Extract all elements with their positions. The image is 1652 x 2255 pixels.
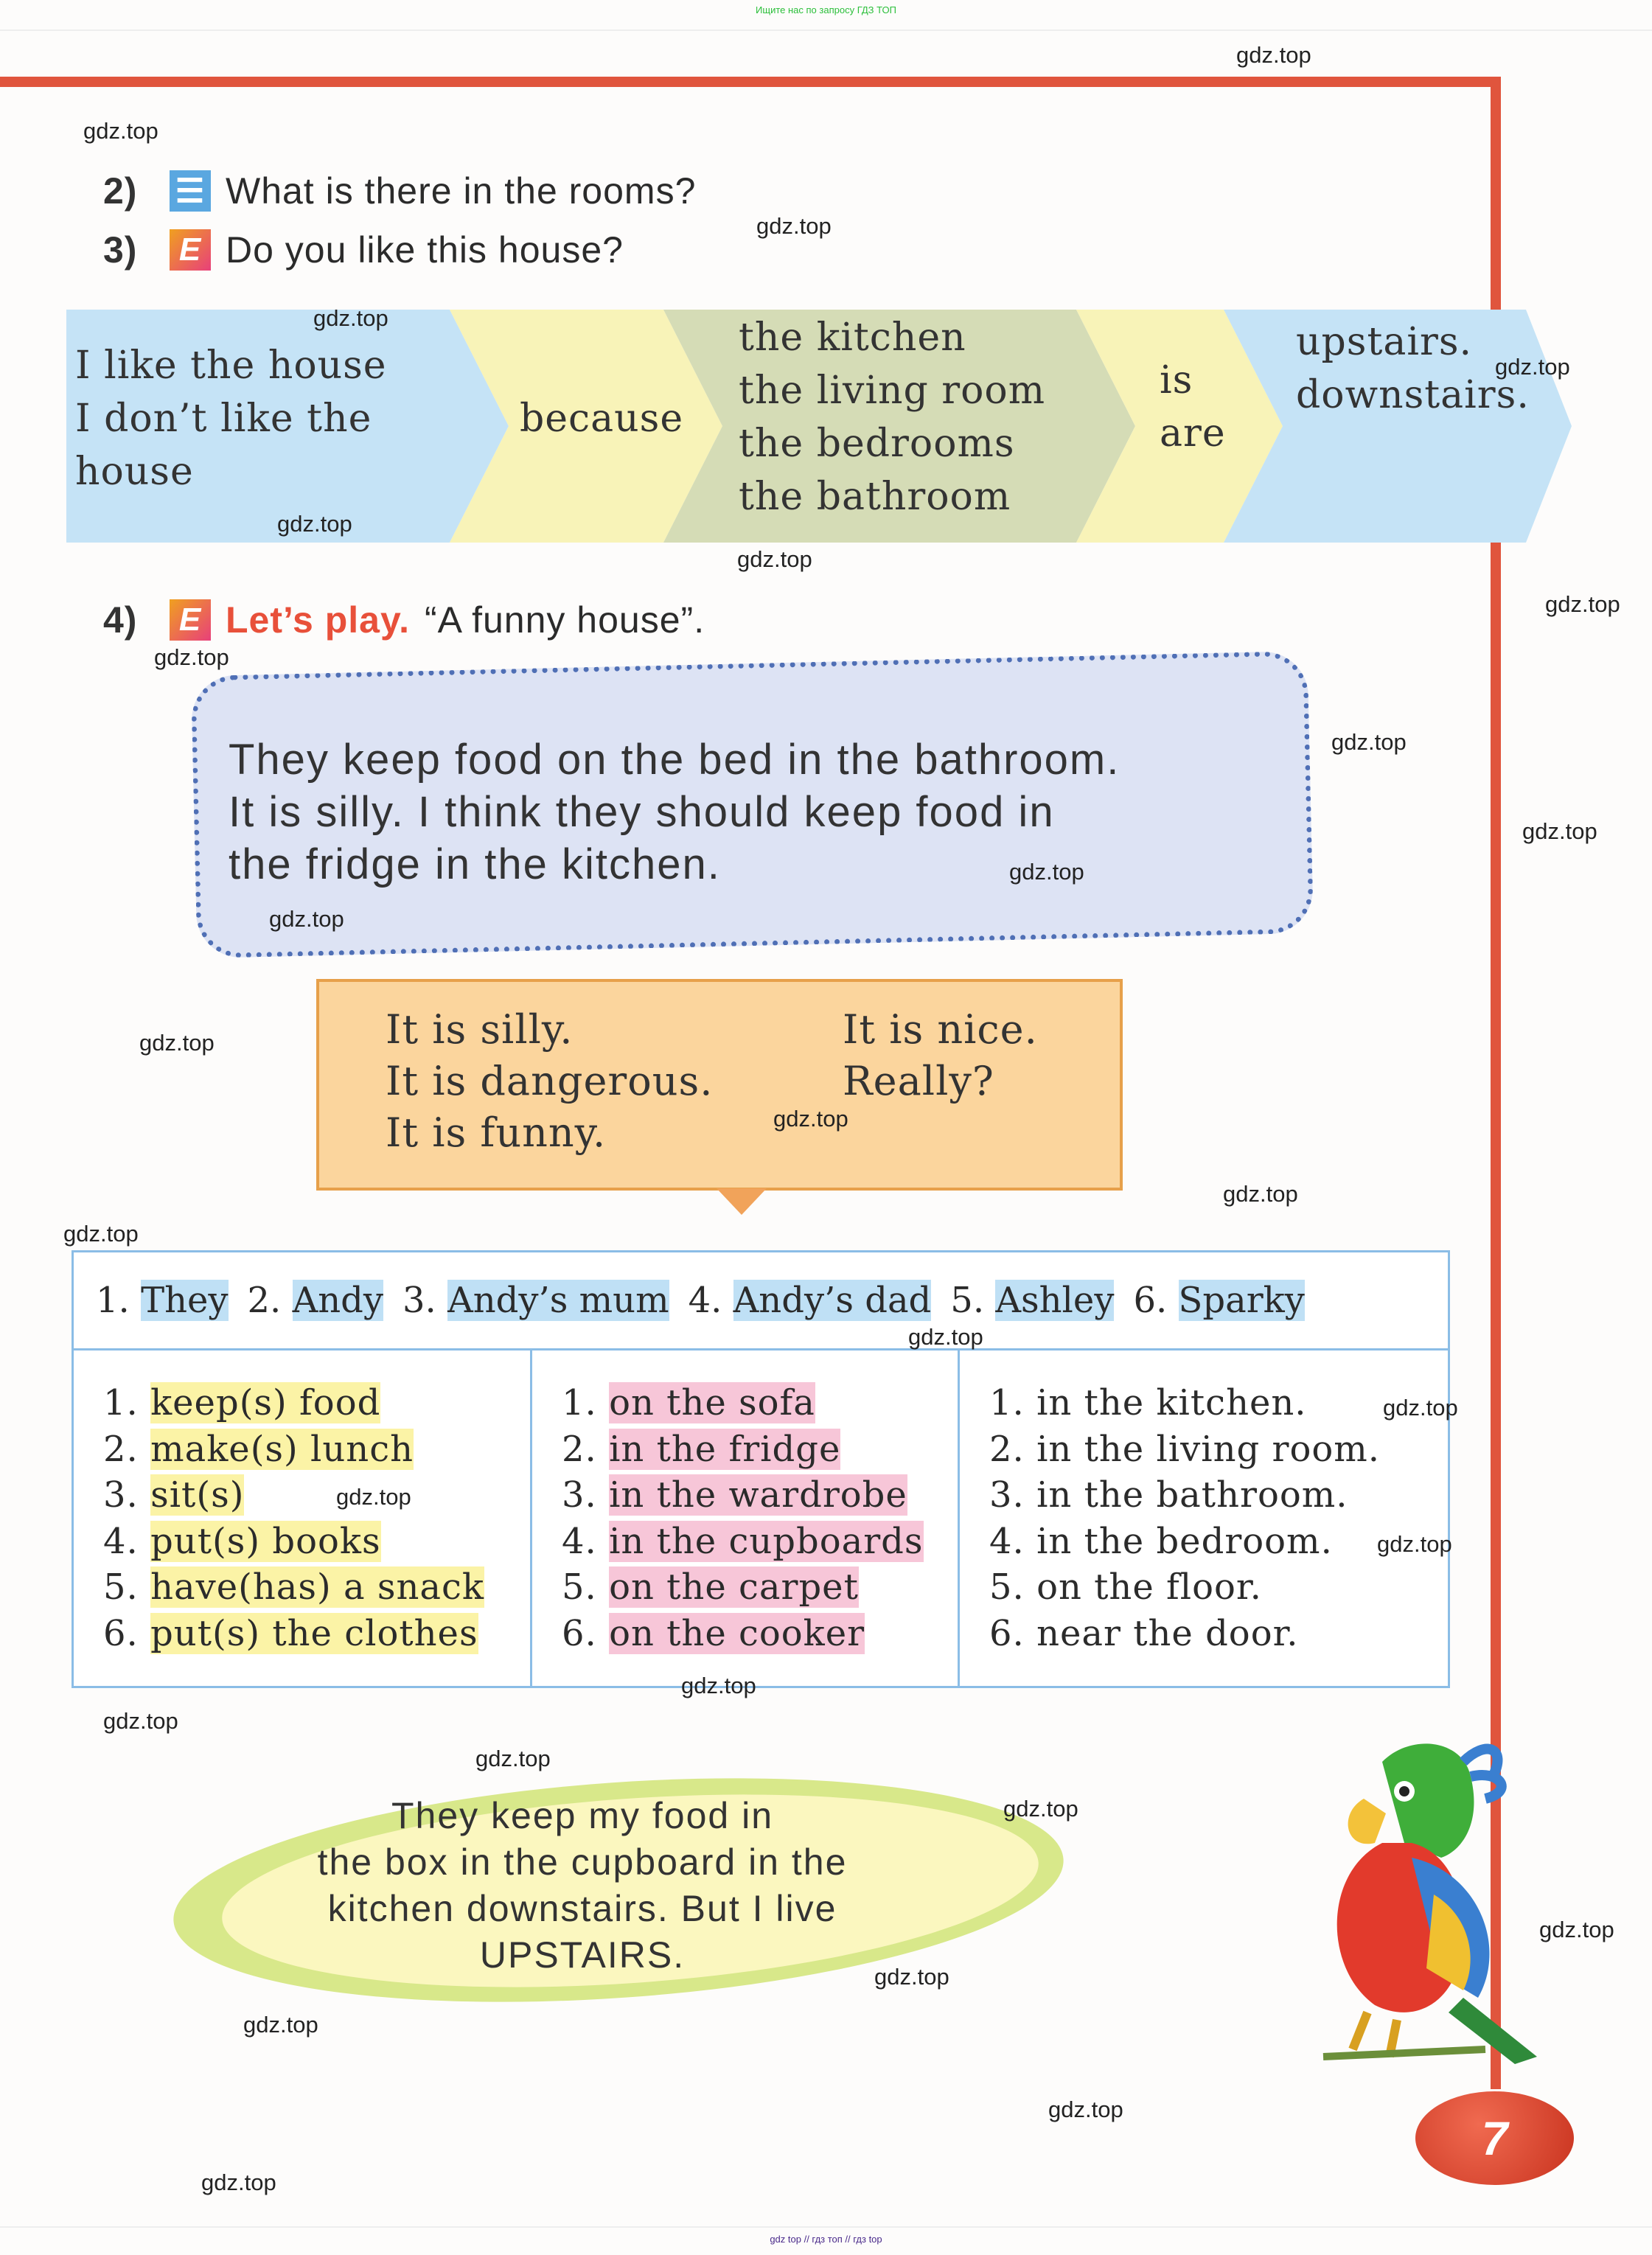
item-number: 5.: [950, 1280, 996, 1321]
subject-item: [1133, 1280, 1304, 1321]
e-icon: E: [170, 599, 211, 641]
room: in the kitchen.: [1036, 1382, 1307, 1423]
substitution-table: [66, 310, 1570, 543]
watermark: gdz.top: [756, 213, 832, 239]
top-banner: Ищите нас по запросу ГДЗ ТОП: [756, 4, 896, 15]
list-icon: ☰: [170, 170, 211, 212]
item-number: 1.: [562, 1382, 610, 1423]
place-item: [562, 1472, 958, 1519]
action-item: [103, 1380, 530, 1426]
watermark: gdz.top: [681, 1673, 756, 1698]
place: on the carpet: [609, 1566, 859, 1608]
subject: They: [141, 1280, 229, 1321]
watermark: gdz.top: [1009, 859, 1084, 885]
watermark: gdz.top: [1539, 1917, 1614, 1942]
place-item: [562, 1611, 958, 1657]
watermark: gdz.top: [908, 1324, 983, 1350]
item-number: 3.: [402, 1280, 448, 1321]
place-item: [562, 1519, 958, 1565]
watermark: gdz.top: [1236, 42, 1311, 68]
item-number: 3.: [103, 1474, 151, 1516]
room-item: [989, 1564, 1448, 1611]
item-number: 3.: [562, 1474, 610, 1516]
room: in the bedroom.: [1036, 1520, 1333, 1562]
item-number: 1.: [103, 1382, 151, 1423]
room: near the door.: [1036, 1612, 1299, 1654]
watermark: gdz.top: [874, 1964, 949, 1990]
item-number: 6.: [103, 1612, 151, 1654]
watermark: gdz.top: [1331, 729, 1407, 755]
subjects-row: [74, 1252, 1448, 1350]
bubble-line: the fridge in the kitchen.: [229, 840, 721, 888]
place: in the cupboards: [609, 1520, 924, 1562]
phrase: I don’t like the: [75, 397, 372, 441]
room-item: [989, 1472, 1448, 1519]
speech-line: They keep my food in: [391, 1795, 774, 1836]
subject-item: [950, 1280, 1114, 1321]
speech-bubble-text: [229, 733, 1305, 891]
watermark: gdz.top: [63, 1221, 139, 1247]
phrase: I like the house: [75, 344, 387, 388]
task-title: “A funny house”.: [424, 599, 705, 641]
reactions-box: [316, 979, 1123, 1191]
question-3: [103, 229, 624, 271]
parrot-speech: [251, 1793, 914, 1979]
page-number: 7: [1415, 2091, 1574, 2185]
rooms-column: [958, 1350, 1448, 1688]
action-item: [103, 1564, 530, 1611]
room: in the living room.: [1036, 1428, 1381, 1470]
watermark: gdz.top: [475, 1746, 551, 1771]
match-table: [72, 1250, 1450, 1688]
reaction: Really?: [843, 1058, 994, 1104]
item-number: 2.: [562, 1428, 610, 1470]
page-border-top: [0, 77, 1501, 87]
subject: Sparky: [1178, 1280, 1305, 1321]
speech-line: UPSTAIRS.: [479, 1934, 686, 1976]
task-label: Let’s play.: [226, 599, 410, 641]
phrase: house: [75, 450, 194, 494]
actions-column: [74, 1350, 530, 1688]
divider: [0, 29, 1652, 31]
e-icon: E: [170, 229, 211, 271]
place: on the sofa: [609, 1382, 815, 1423]
place: on the cooker: [609, 1612, 865, 1654]
item-number: 1.: [96, 1280, 142, 1321]
watermark: gdz.top: [1383, 1395, 1458, 1421]
speech-line: the box in the cupboard in the: [317, 1841, 848, 1883]
item-number: 2.: [989, 1428, 1037, 1470]
watermark: gdz.top: [277, 511, 352, 537]
item-number: 6.: [1133, 1280, 1179, 1321]
item-number: 5.: [103, 1566, 151, 1608]
reaction: It is silly.: [386, 1006, 574, 1053]
item-number: 4.: [103, 1520, 151, 1562]
watermark: gdz.top: [1545, 591, 1620, 617]
bubble-line: They keep food on the bed in the bathroom.: [229, 736, 1120, 784]
item-number: 4.: [688, 1280, 733, 1321]
phrase: downstairs.: [1296, 373, 1530, 417]
watermark: gdz.top: [269, 906, 344, 932]
question-text: Do you like this house?: [226, 229, 624, 271]
item-number: 6.: [562, 1612, 610, 1654]
item-number: 2.: [247, 1280, 293, 1321]
subject-item: [96, 1280, 229, 1321]
action: put(s) the clothes: [150, 1612, 478, 1654]
phrase: is: [1160, 358, 1193, 402]
question-number: 3): [103, 229, 138, 271]
divider: [0, 2226, 1652, 2228]
room: in the bathroom.: [1036, 1474, 1348, 1516]
action-item: [103, 1426, 530, 1473]
action: make(s) lunch: [150, 1428, 414, 1470]
action: keep(s) food: [150, 1382, 381, 1423]
reaction: It is nice.: [843, 1006, 1038, 1053]
subject-item: [689, 1280, 932, 1321]
place-item: [562, 1426, 958, 1473]
place: in the fridge: [609, 1428, 841, 1470]
task-4: [103, 599, 705, 641]
watermark: gdz.top: [139, 1030, 215, 1056]
places-column: [530, 1350, 958, 1688]
action-item: [103, 1611, 530, 1657]
subject: Ashley: [995, 1280, 1115, 1321]
watermark: gdz.top: [1377, 1531, 1452, 1557]
place-item: [562, 1564, 958, 1611]
action-item: [103, 1519, 530, 1565]
watermark: gdz.top: [1495, 354, 1570, 380]
subject: Andy: [292, 1280, 383, 1321]
watermark: gdz.top: [773, 1106, 848, 1132]
watermark: gdz.top: [243, 2012, 318, 2038]
bubble-line: It is silly. I think they should keep food in: [229, 788, 1055, 836]
item-number: 3.: [989, 1474, 1037, 1516]
item-number: 4.: [562, 1520, 610, 1562]
parrot-illustration: [1294, 1732, 1574, 2079]
watermark: gdz.top: [83, 118, 158, 144]
task-number: 4): [103, 599, 138, 641]
watermark: gdz.top: [201, 2169, 276, 2195]
phrase: the kitchen: [739, 316, 966, 360]
phrase: are: [1160, 411, 1226, 456]
action-item: [103, 1472, 530, 1519]
room-item: [989, 1426, 1448, 1473]
action: put(s) books: [150, 1520, 381, 1562]
question-number: 2): [103, 170, 138, 212]
phrase: the bedrooms: [739, 422, 1015, 466]
reaction: It is dangerous.: [386, 1058, 714, 1104]
place-item: [562, 1380, 958, 1426]
watermark: gdz.top: [336, 1484, 411, 1510]
subject-item: [402, 1280, 669, 1321]
watermark: gdz.top: [313, 305, 388, 331]
item-number: 6.: [989, 1612, 1037, 1654]
room-item: [989, 1380, 1448, 1426]
question-text: What is there in the rooms?: [226, 170, 697, 212]
bottom-banner: gdz top // гдз топ // гдз top: [770, 2234, 882, 2245]
watermark: gdz.top: [1223, 1181, 1298, 1207]
item-number: 5.: [989, 1566, 1037, 1608]
subject: Andy’s mum: [447, 1280, 669, 1321]
reaction: It is funny.: [386, 1109, 607, 1156]
subject: Andy’s dad: [733, 1280, 932, 1321]
action: have(has) a snack: [150, 1566, 484, 1608]
phrase: the bathroom: [739, 475, 1011, 519]
reactions-pointer: [717, 1188, 767, 1215]
item-number: 2.: [103, 1428, 151, 1470]
watermark: gdz.top: [1522, 818, 1597, 844]
phrase: upstairs.: [1296, 320, 1473, 364]
item-number: 1.: [989, 1382, 1037, 1423]
room: on the floor.: [1036, 1566, 1262, 1608]
question-2: [103, 170, 696, 212]
phrase: the living room: [739, 369, 1046, 413]
phrase: because: [520, 397, 684, 441]
place: in the wardrobe: [609, 1474, 907, 1516]
watermark: gdz.top: [1003, 1796, 1078, 1822]
watermark: gdz.top: [737, 546, 812, 572]
watermark: gdz.top: [1048, 2097, 1123, 2122]
item-number: 4.: [989, 1520, 1037, 1562]
watermark: gdz.top: [154, 644, 229, 670]
subject-item: [248, 1280, 383, 1321]
item-number: 5.: [562, 1566, 610, 1608]
action: sit(s): [150, 1474, 245, 1516]
room-item: [989, 1611, 1448, 1657]
watermark: gdz.top: [103, 1708, 178, 1734]
speech-line: kitchen downstairs. But I live: [327, 1888, 837, 1929]
